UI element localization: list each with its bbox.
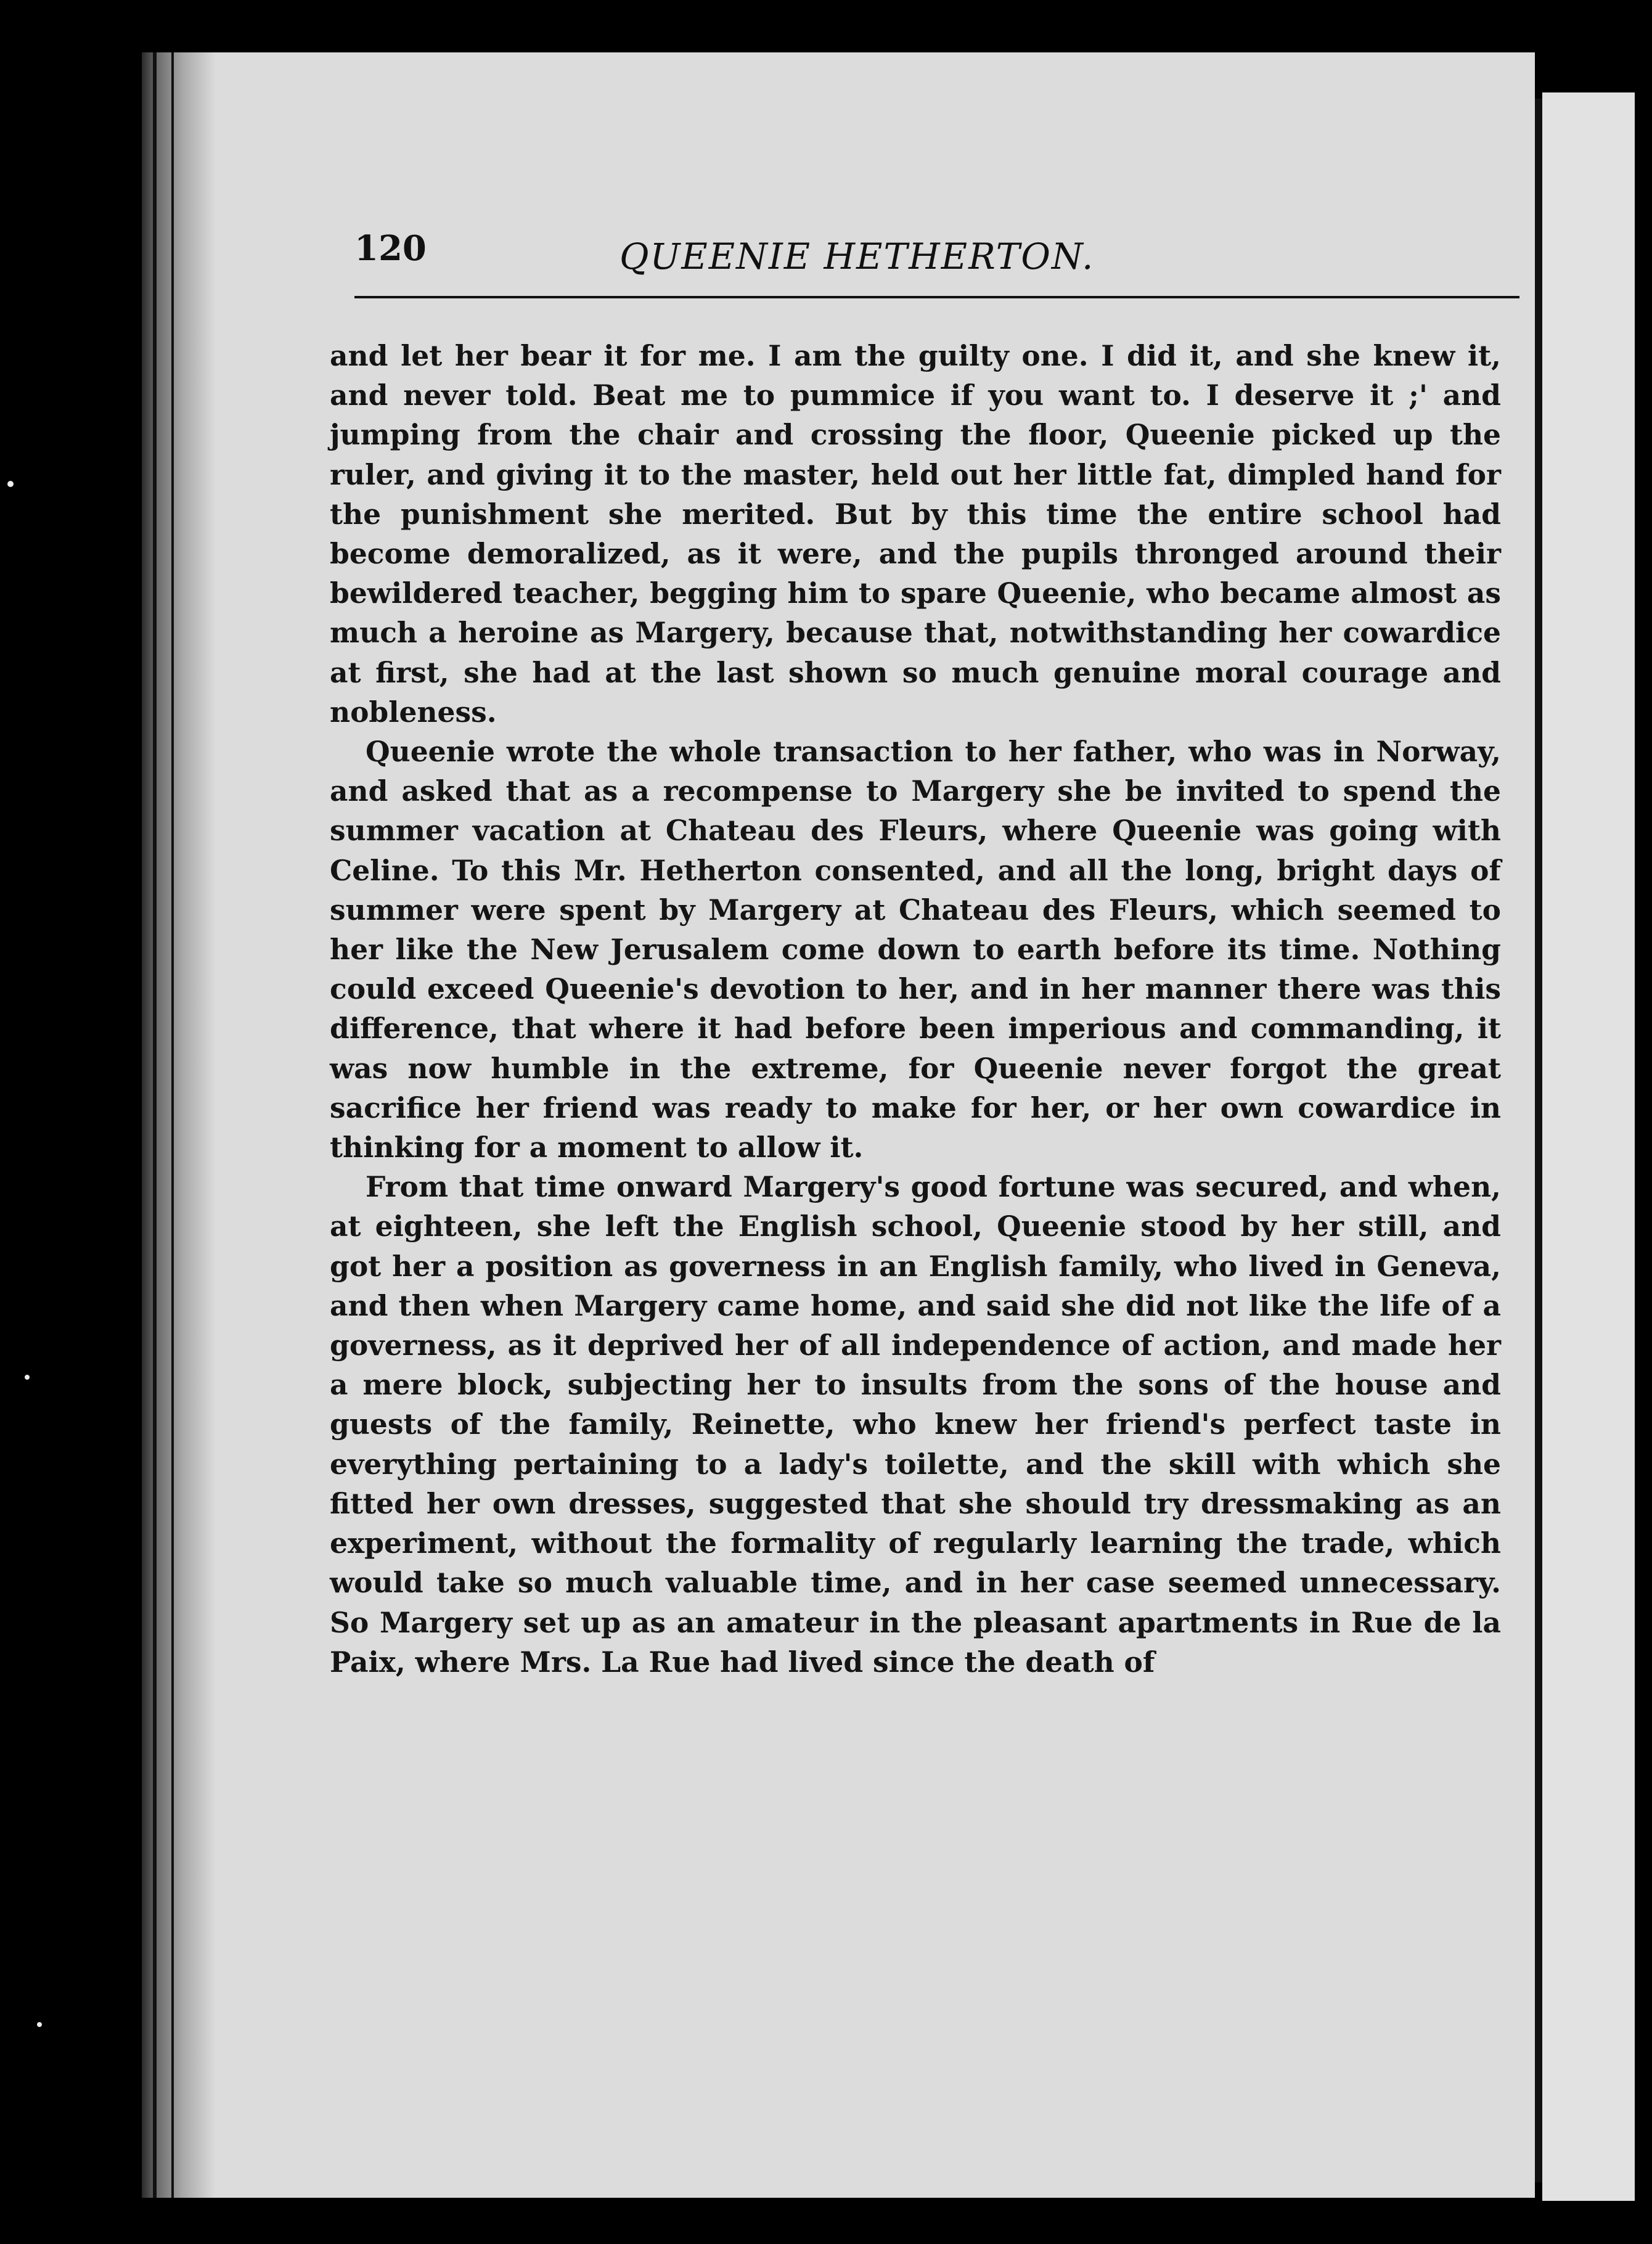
paragraph: Queenie wrote the whole transaction to her father, who was in Norway, and asked that as a recompense to Margery she be invited to spend the summer vacation at Chateau des Fleurs, where Queenie was going with Celine. To this Mr. Hetherton consented, and all the long, bright days of summer were spent by Margery at Chateau des Fleurs, which seemed to her like the New Jerusalem come down to earth before its time. Nothing could exceed Queenie's devotion to her, and in her manner there was this difference, that where it had before been imperious and commanding, it was now humble in the extreme, for Queenie never forgot the great sacrifice her friend was ready to make for her, or her own cowardice in thinking for a moment to allow it. xyxy=(330,735,1501,1165)
running-title: QUEENIE HETHERTON. xyxy=(620,235,1095,277)
page-sheet xyxy=(142,52,1535,2198)
page-number: 120 xyxy=(354,228,427,269)
spine-line xyxy=(153,52,157,2198)
paragraph: From that time onward Margery's good fortune was secured, and when, at eighteen, she left the English school, Queenie stood by her still, and got her a position as governess in an English family, who lived in Geneva, and then when Margery came home, and said she did not like the life of a governess, as it deprived her of all independence of action, and made her a mere block, subjecting her to insults from the sons of the house and guests of the family, Reinette, who knew her friend's perfect taste in everything pertaining to a lady's toilette, and the skill with which she fitted her own dresses, suggested that she should try dressmaking as an experiment, without the formality of regularly learning the trade, which would take so much valuable time, and in her case seemed unnecessary. So Margery set up as an amateur in the pleasant apartments in Rue de la Paix, where Mrs. La Rue had lived since the death of xyxy=(330,1170,1501,1679)
page-edge-line xyxy=(1535,99,1542,2182)
facing-page-edge xyxy=(1542,92,1635,2201)
spine-line xyxy=(171,52,174,2198)
body-text xyxy=(330,336,1501,1682)
running-header xyxy=(354,228,1513,296)
paragraph-continued: and let her bear it for me. I am the guilty one. I did it, and she knew it, and never told. Beat me to pummice if you want to. I deserve it ;' and jumping from the chair and crossing the floor, Queenie picked up the ruler, and giving it to the master, held out her little fat, dimpled hand for the punishment she merited. But by this time the entire school had become demoralized, as it were, and the pupils thronged around their bewildered teacher, begging him to spare Queenie, who became almost as much a heroine as Margery, because that, notwithstanding her cowardice at first, she had at the last shown so much genuine moral courage and nobleness. xyxy=(330,339,1501,729)
header-rule xyxy=(354,296,1519,298)
